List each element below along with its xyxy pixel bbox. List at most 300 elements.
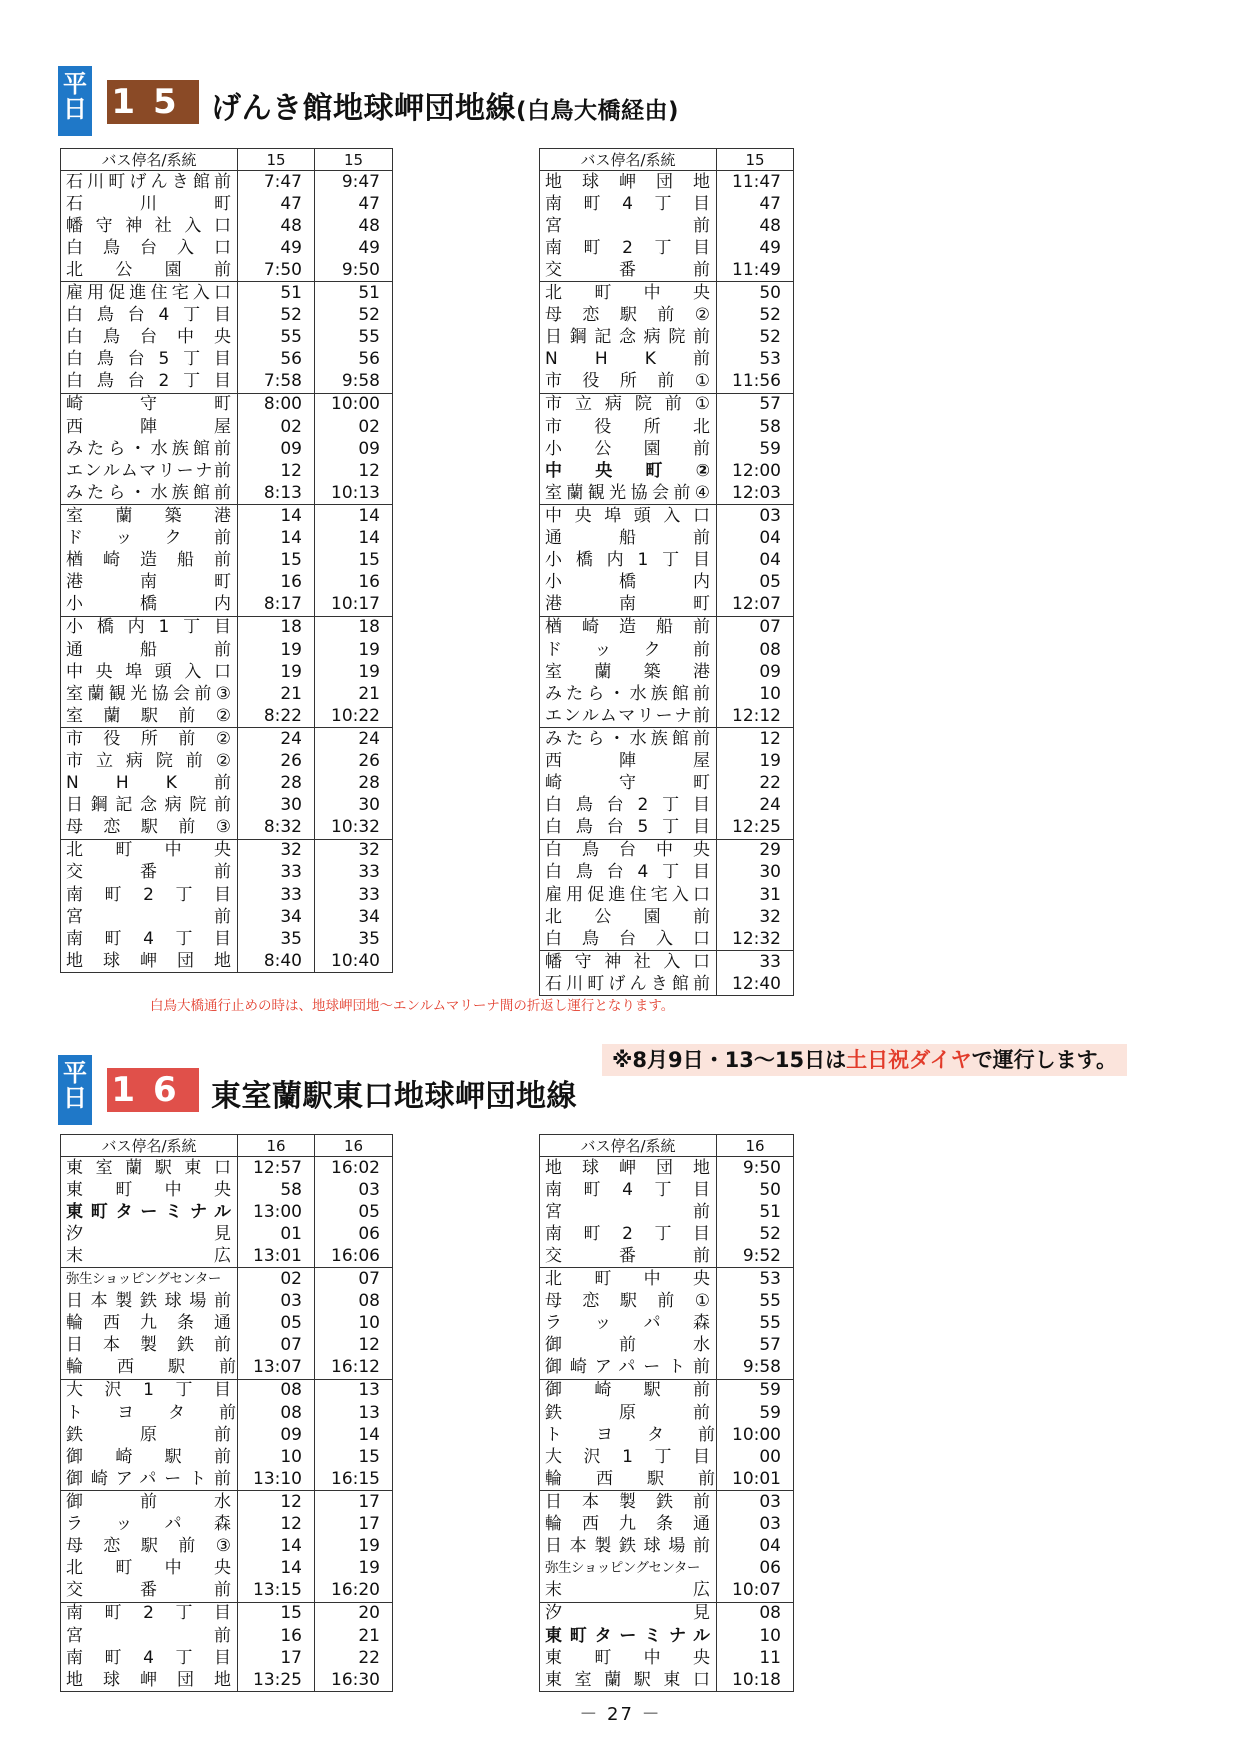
departure-time-cell: 8:32 xyxy=(238,817,315,840)
departure-time-cell: 18 xyxy=(315,616,393,639)
schedule-notice xyxy=(602,1044,1127,1076)
stop-name-cell: 北 町 中 央 xyxy=(66,1558,231,1579)
table-row xyxy=(61,639,393,661)
departure-time-cell: 34 xyxy=(315,906,393,928)
departure-time-cell: 7:47 xyxy=(238,171,315,194)
table-row xyxy=(540,639,794,661)
table-row xyxy=(540,1223,794,1245)
column-header-route: 15 xyxy=(315,149,393,171)
table-row xyxy=(61,728,393,751)
departure-time-cell: 9:47 xyxy=(315,171,393,194)
departure-time-cell: 10:01 xyxy=(717,1468,794,1491)
stop-name-cell: 御 崎 駅 前 xyxy=(540,1379,717,1402)
departure-time-cell: 10:40 xyxy=(315,950,393,973)
stop-name-cell: 東 町 中 央 xyxy=(66,1179,231,1200)
table-row xyxy=(61,1446,393,1468)
table-row xyxy=(61,1669,393,1692)
column-header-route: 16 xyxy=(315,1135,393,1157)
departure-time-cell: 29 xyxy=(717,839,794,862)
departure-time-cell: 02 xyxy=(315,416,393,438)
departure-time-cell: 12 xyxy=(238,1491,315,1514)
table-row xyxy=(540,416,794,438)
departure-time-cell: 31 xyxy=(717,884,794,906)
departure-time-cell: 52 xyxy=(238,305,315,327)
table-row xyxy=(61,1558,393,1580)
stop-name-cell: 室 蘭 築 港 xyxy=(61,505,238,528)
departure-time-cell: 12 xyxy=(315,460,393,482)
table-row xyxy=(540,1669,794,1692)
departure-time-cell: 09 xyxy=(238,438,315,460)
stop-name-cell: ド ッ ク 前 xyxy=(545,639,710,660)
departure-time-cell: 12:03 xyxy=(717,482,794,505)
table-row xyxy=(61,349,393,371)
departure-time-cell: 16:06 xyxy=(315,1245,393,1268)
departure-time-cell: 51 xyxy=(315,282,393,305)
stop-name-cell: 南 町 2 丁 目 xyxy=(545,237,710,258)
stop-name-cell: 楢崎造船前 xyxy=(540,616,717,639)
departure-time-cell: 15 xyxy=(238,1602,315,1625)
stop-name-cell: 白鳥台5丁目 xyxy=(545,817,710,838)
departure-time-cell: 32 xyxy=(717,906,794,928)
table-row xyxy=(61,1402,393,1424)
stop-name-cell: 日本製鉄球場前 xyxy=(66,1291,231,1312)
departure-time-cell: 33 xyxy=(238,862,315,884)
route-number-15: 15 xyxy=(107,80,199,124)
departure-time-cell: 21 xyxy=(238,683,315,705)
departure-time-cell: 14 xyxy=(238,1536,315,1558)
table-row xyxy=(61,750,393,772)
route-number-16: 16 xyxy=(107,1068,199,1112)
stop-name-cell: 交 番 前 xyxy=(66,1580,231,1601)
stop-name-cell: 白鳥台入口 xyxy=(545,928,710,949)
departure-time-cell: 05 xyxy=(238,1313,315,1335)
stop-name-cell: 白鳥台中央 xyxy=(66,327,231,348)
table-row xyxy=(540,393,794,416)
table-row xyxy=(61,1379,393,1402)
stop-name-cell: 南 町 2 丁 目 xyxy=(61,1602,238,1625)
stop-name-cell: 北 町 中 央 xyxy=(61,839,238,862)
table-row xyxy=(540,1245,794,1268)
stop-name-cell: 西 陣 屋 xyxy=(66,416,231,437)
departure-time-cell: 07 xyxy=(717,616,794,639)
table-row xyxy=(61,1580,393,1603)
table-row xyxy=(61,193,393,215)
departure-time-cell: 10 xyxy=(717,1625,794,1647)
departure-time-cell: 10:00 xyxy=(315,393,393,416)
table-row xyxy=(61,1625,393,1647)
departure-time-cell: 58 xyxy=(238,1179,315,1201)
stop-name-cell: 南 町 4 丁 目 xyxy=(66,928,231,949)
stop-name-cell: 白鳥台2丁目 xyxy=(545,795,710,816)
departure-time-cell: 56 xyxy=(238,349,315,371)
stop-name-cell: 南 町 4 丁 目 xyxy=(545,193,710,214)
departure-time-cell: 8:00 xyxy=(238,393,315,416)
table-row xyxy=(61,371,393,394)
stop-name-cell: 大 沢 1 丁 目 xyxy=(61,1379,238,1402)
stop-name-cell: 通 船 前 xyxy=(545,528,710,549)
departure-time-cell: 10:17 xyxy=(315,594,393,617)
departure-time-cell: 06 xyxy=(315,1223,393,1245)
table-row xyxy=(540,305,794,327)
stop-name-cell: 北 町 中 央 xyxy=(540,282,717,305)
table-row xyxy=(61,616,393,639)
stop-name-cell: 中央埠頭入口 xyxy=(540,505,717,528)
stop-name-cell: 地 球 岬 団 地 xyxy=(545,1157,710,1178)
departure-time-cell: 16:12 xyxy=(315,1357,393,1380)
departure-time-cell: 26 xyxy=(238,750,315,772)
table-row xyxy=(61,327,393,349)
stop-name-cell: 宮 前 xyxy=(545,1201,710,1222)
table-row xyxy=(540,1468,794,1491)
stop-name-cell: 南 町 2 丁 目 xyxy=(66,884,231,905)
departure-time-cell: 52 xyxy=(717,305,794,327)
table-row xyxy=(61,884,393,906)
stop-name-cell: 中央埠頭入口 xyxy=(66,661,231,682)
departure-time-cell: 28 xyxy=(315,773,393,795)
stop-name-cell: 白鳥台中央 xyxy=(540,839,717,862)
departure-time-cell: 10:00 xyxy=(717,1424,794,1446)
stop-name-cell: 汐 見 xyxy=(66,1223,231,1244)
stop-name-cell: 石川町げんき館前 xyxy=(66,171,231,192)
stop-name-cell: 白鳥台5丁目 xyxy=(66,349,231,370)
table-row xyxy=(61,906,393,928)
table-row xyxy=(540,259,794,282)
departure-time-cell: 17 xyxy=(238,1647,315,1669)
table-row xyxy=(540,973,794,996)
departure-time-cell: 13 xyxy=(315,1402,393,1424)
table-row xyxy=(61,1245,393,1268)
table-row xyxy=(61,1647,393,1669)
departure-time-cell: 12 xyxy=(315,1335,393,1357)
table-row xyxy=(540,572,794,594)
table-row xyxy=(61,1201,393,1223)
departure-time-cell: 9:52 xyxy=(717,1245,794,1268)
table-row xyxy=(540,371,794,394)
stop-name-cell: 御 前 水 xyxy=(61,1491,238,1514)
stop-name-cell: ト ヨ タ 前 xyxy=(66,1402,236,1423)
stop-name-cell: 母 恋 駅 前 ① xyxy=(545,1291,710,1312)
departure-time-cell: 14 xyxy=(238,505,315,528)
table-row xyxy=(540,862,794,884)
departure-time-cell: 57 xyxy=(717,393,794,416)
table-row xyxy=(61,594,393,617)
stop-name-cell: ラ ッ パ 森 xyxy=(545,1313,710,1334)
departure-time-cell: 10:22 xyxy=(315,705,393,728)
detour-note: 白鳥大橋通行止めの時は、地球岬団地～エンルムマリーナ間の折返し運行となります。 xyxy=(150,998,675,1014)
column-header-route: 15 xyxy=(238,149,315,171)
departure-time-cell: 24 xyxy=(315,728,393,751)
departure-time-cell: 9:50 xyxy=(315,259,393,282)
departure-time-cell: 32 xyxy=(315,839,393,862)
table-row xyxy=(540,1558,794,1580)
stop-name-cell: 室蘭観光協会前④ xyxy=(545,482,710,503)
table-row xyxy=(61,393,393,416)
table-row xyxy=(540,928,794,951)
table-row xyxy=(540,683,794,705)
departure-time-cell: 02 xyxy=(238,416,315,438)
departure-time-cell: 13:07 xyxy=(238,1357,315,1380)
weekday-badge-char-2: 日 xyxy=(63,95,87,123)
stop-name-cell: 東 町 中 央 xyxy=(545,1647,710,1668)
departure-time-cell: 12 xyxy=(238,1514,315,1536)
departure-time-cell: 03 xyxy=(717,505,794,528)
departure-time-cell: 49 xyxy=(315,237,393,259)
table-row xyxy=(61,438,393,460)
weekday-badge-char-1: 平 xyxy=(63,1059,87,1087)
departure-time-cell: 8:17 xyxy=(238,594,315,617)
table-row xyxy=(540,1446,794,1468)
departure-time-cell: 47 xyxy=(315,193,393,215)
departure-time-cell: 11:49 xyxy=(717,259,794,282)
departure-time-cell: 02 xyxy=(238,1268,315,1291)
departure-time-cell: 10:32 xyxy=(315,817,393,840)
notice-suffix: で運行します。 xyxy=(971,1048,1118,1072)
stop-name-cell: 末 広 xyxy=(66,1245,231,1266)
table-row xyxy=(540,1291,794,1313)
departure-time-cell: 19 xyxy=(315,661,393,683)
departure-time-cell: 11 xyxy=(717,1647,794,1669)
table-row xyxy=(540,661,794,683)
table-row xyxy=(540,1491,794,1514)
table-row xyxy=(540,1379,794,1402)
table-row xyxy=(540,795,794,817)
notice-prefix: ※8月9日・13～15日は xyxy=(612,1048,847,1072)
departure-time-cell: 52 xyxy=(717,1223,794,1245)
table-row xyxy=(540,327,794,349)
stop-name-cell: 末 広 xyxy=(545,1580,710,1601)
stop-name-cell: 輪 西 駅 前 xyxy=(545,1468,715,1489)
timetable-16-inbound xyxy=(539,1134,794,1692)
departure-time-cell: 16 xyxy=(238,1625,315,1647)
departure-time-cell: 52 xyxy=(717,327,794,349)
departure-time-cell: 19 xyxy=(717,750,794,772)
table-row xyxy=(540,884,794,906)
table-row xyxy=(61,1268,393,1291)
weekday-badge-char-1: 平 xyxy=(63,70,87,98)
departure-time-cell: 24 xyxy=(717,795,794,817)
departure-time-cell: 50 xyxy=(717,1179,794,1201)
stop-name-cell: 中 央 町 ② xyxy=(545,460,710,481)
departure-time-cell: 9:58 xyxy=(717,1357,794,1380)
departure-time-cell: 35 xyxy=(238,928,315,950)
table-row xyxy=(61,1424,393,1446)
departure-time-cell: 47 xyxy=(238,193,315,215)
stop-name-cell: 地 球 岬 団 地 xyxy=(66,950,231,971)
departure-time-cell: 33 xyxy=(238,884,315,906)
table-row xyxy=(540,550,794,572)
departure-time-cell: 53 xyxy=(717,349,794,371)
table-row xyxy=(61,950,393,973)
timetable-15-inbound xyxy=(539,148,794,996)
table-row xyxy=(540,482,794,505)
stop-name-cell: 港 南 町 xyxy=(545,594,710,615)
table-row xyxy=(61,773,393,795)
table-row xyxy=(61,661,393,683)
table-row xyxy=(540,1268,794,1291)
stop-name-cell: 宮 前 xyxy=(66,1625,231,1646)
departure-time-cell: 08 xyxy=(238,1402,315,1424)
route-title-16: 東室蘭駅東口地球岬団地線 xyxy=(211,1079,577,1114)
departure-time-cell: 9:50 xyxy=(717,1157,794,1180)
departure-time-cell: 09 xyxy=(717,661,794,683)
departure-time-cell: 13:01 xyxy=(238,1245,315,1268)
stop-name-cell: 地 球 岬 団 地 xyxy=(66,1669,231,1690)
departure-time-cell: 15 xyxy=(238,550,315,572)
stop-name-cell: 御崎アパート前 xyxy=(66,1468,231,1489)
table-row xyxy=(61,1335,393,1357)
stop-name-cell: 崎 守 町 xyxy=(545,773,710,794)
departure-time-cell: 11:56 xyxy=(717,371,794,394)
table-row xyxy=(61,305,393,327)
stop-name-cell: 弥生ショッピングセンター xyxy=(545,1560,700,1577)
stop-name-cell: 幡守神社入口 xyxy=(540,951,717,974)
page-number: － 27 － xyxy=(579,1704,662,1725)
route-title-sub: (白鳥大橋経由) xyxy=(516,98,680,124)
stop-name-cell: 西 陣 屋 xyxy=(545,750,710,771)
table-row xyxy=(540,438,794,460)
departure-time-cell: 10 xyxy=(717,683,794,705)
departure-time-cell: 53 xyxy=(717,1268,794,1291)
column-header-stop: バス停名/系統 xyxy=(61,149,238,171)
departure-time-cell: 12:40 xyxy=(717,973,794,996)
departure-time-cell: 10:07 xyxy=(717,1580,794,1603)
departure-time-cell: 50 xyxy=(717,282,794,305)
departure-time-cell: 15 xyxy=(315,550,393,572)
stop-name-cell: 白鳥台入口 xyxy=(66,237,231,258)
table-row xyxy=(61,683,393,705)
departure-time-cell: 08 xyxy=(315,1291,393,1313)
departure-time-cell: 56 xyxy=(315,349,393,371)
table-row xyxy=(540,594,794,617)
departure-time-cell: 14 xyxy=(315,528,393,550)
departure-time-cell: 55 xyxy=(717,1313,794,1335)
stop-name-cell: 母 恋 駅 前 ③ xyxy=(66,817,231,838)
departure-time-cell: 12:07 xyxy=(717,594,794,617)
departure-time-cell: 03 xyxy=(238,1291,315,1313)
departure-time-cell: 8:40 xyxy=(238,950,315,973)
table-row xyxy=(61,505,393,528)
stop-name-cell: 東町ターミナル xyxy=(545,1625,710,1646)
departure-time-cell: 26 xyxy=(315,750,393,772)
table-row xyxy=(61,1291,393,1313)
stop-name-cell: みたら・水族館前 xyxy=(545,683,710,704)
departure-time-cell: 20 xyxy=(315,1602,393,1625)
departure-time-cell: 07 xyxy=(315,1268,393,1291)
departure-time-cell: 34 xyxy=(238,906,315,928)
table-row xyxy=(61,1491,393,1514)
departure-time-cell: 9:58 xyxy=(315,371,393,394)
table-row xyxy=(540,728,794,751)
departure-time-cell: 03 xyxy=(717,1491,794,1514)
table-row xyxy=(61,215,393,237)
table-row xyxy=(540,906,794,928)
stop-name-cell: 御 崎 駅 前 xyxy=(66,1446,231,1467)
departure-time-cell: 13:25 xyxy=(238,1669,315,1692)
departure-time-cell: 51 xyxy=(238,282,315,305)
stop-name-cell: 東町ターミナル xyxy=(66,1201,231,1222)
stop-name-cell: 石 川 町 xyxy=(66,193,231,214)
table-row xyxy=(540,1580,794,1603)
departure-time-cell: 01 xyxy=(238,1223,315,1245)
stop-name-cell: 小 橋 内 xyxy=(66,594,231,615)
table-row xyxy=(540,1357,794,1380)
stop-name-cell: 白鳥台4丁目 xyxy=(66,305,231,326)
stop-name-cell: 輪西九条通 xyxy=(66,1313,231,1334)
departure-time-cell: 03 xyxy=(315,1179,393,1201)
stop-name-cell: エンルムマリーナ前 xyxy=(545,705,710,726)
table-row xyxy=(61,572,393,594)
table-row xyxy=(61,460,393,482)
table-row xyxy=(540,705,794,728)
stop-name-cell: 大 沢 1 丁 目 xyxy=(545,1446,710,1467)
departure-time-cell: 32 xyxy=(238,839,315,862)
table-row xyxy=(61,1514,393,1536)
weekday-badge-15 xyxy=(58,66,92,136)
table-row xyxy=(540,773,794,795)
stop-name-cell: 白鳥台2丁目 xyxy=(66,371,231,392)
table-row xyxy=(540,1536,794,1558)
table-row xyxy=(540,505,794,528)
stop-name-cell: みたら・水族館前 xyxy=(540,728,717,751)
departure-time-cell: 14 xyxy=(315,505,393,528)
table-row xyxy=(540,1424,794,1446)
departure-time-cell: 08 xyxy=(238,1379,315,1402)
table-row xyxy=(61,416,393,438)
departure-time-cell: 57 xyxy=(717,1335,794,1357)
departure-time-cell: 07 xyxy=(238,1335,315,1357)
departure-time-cell: 47 xyxy=(717,193,794,215)
departure-time-cell: 10 xyxy=(315,1313,393,1335)
departure-time-cell: 10:13 xyxy=(315,482,393,505)
table-row xyxy=(540,750,794,772)
table-row xyxy=(540,616,794,639)
departure-time-cell: 12:00 xyxy=(717,460,794,482)
table-row xyxy=(61,1468,393,1491)
table-row xyxy=(540,1313,794,1335)
table-row xyxy=(61,1536,393,1558)
weekday-badge-16 xyxy=(58,1055,92,1125)
departure-time-cell: 10:18 xyxy=(717,1669,794,1692)
departure-time-cell: 11:47 xyxy=(717,171,794,194)
departure-time-cell: 30 xyxy=(717,862,794,884)
stop-name-cell: 市立病院前② xyxy=(66,750,231,771)
departure-time-cell: 7:58 xyxy=(238,371,315,394)
departure-time-cell: 05 xyxy=(315,1201,393,1223)
stop-name-cell: 北 町 中 央 xyxy=(540,1268,717,1291)
table-row xyxy=(61,705,393,728)
table-row xyxy=(540,817,794,840)
departure-time-cell: 12:12 xyxy=(717,705,794,728)
departure-time-cell: 55 xyxy=(315,327,393,349)
stop-name-cell: 市 役 所 前 ② xyxy=(61,728,238,751)
stop-name-cell: 小橋内1丁目 xyxy=(61,616,238,639)
departure-time-cell: 06 xyxy=(717,1558,794,1580)
departure-time-cell: 08 xyxy=(717,639,794,661)
table-row xyxy=(540,1157,794,1180)
departure-time-cell: 13:10 xyxy=(238,1468,315,1491)
table-row xyxy=(61,1313,393,1335)
departure-time-cell: 16:30 xyxy=(315,1669,393,1692)
table-row xyxy=(540,951,794,974)
table-row xyxy=(61,528,393,550)
table-row xyxy=(540,349,794,371)
stop-name-cell: N H K 前 xyxy=(545,349,710,370)
stop-name-cell: ト ヨ タ 前 xyxy=(545,1424,715,1445)
stop-name-cell: 小橋内1丁目 xyxy=(545,550,710,571)
timetable-15-outbound xyxy=(60,148,393,973)
table-row xyxy=(61,928,393,950)
stop-name-cell: 南 町 4 丁 目 xyxy=(66,1647,231,1668)
